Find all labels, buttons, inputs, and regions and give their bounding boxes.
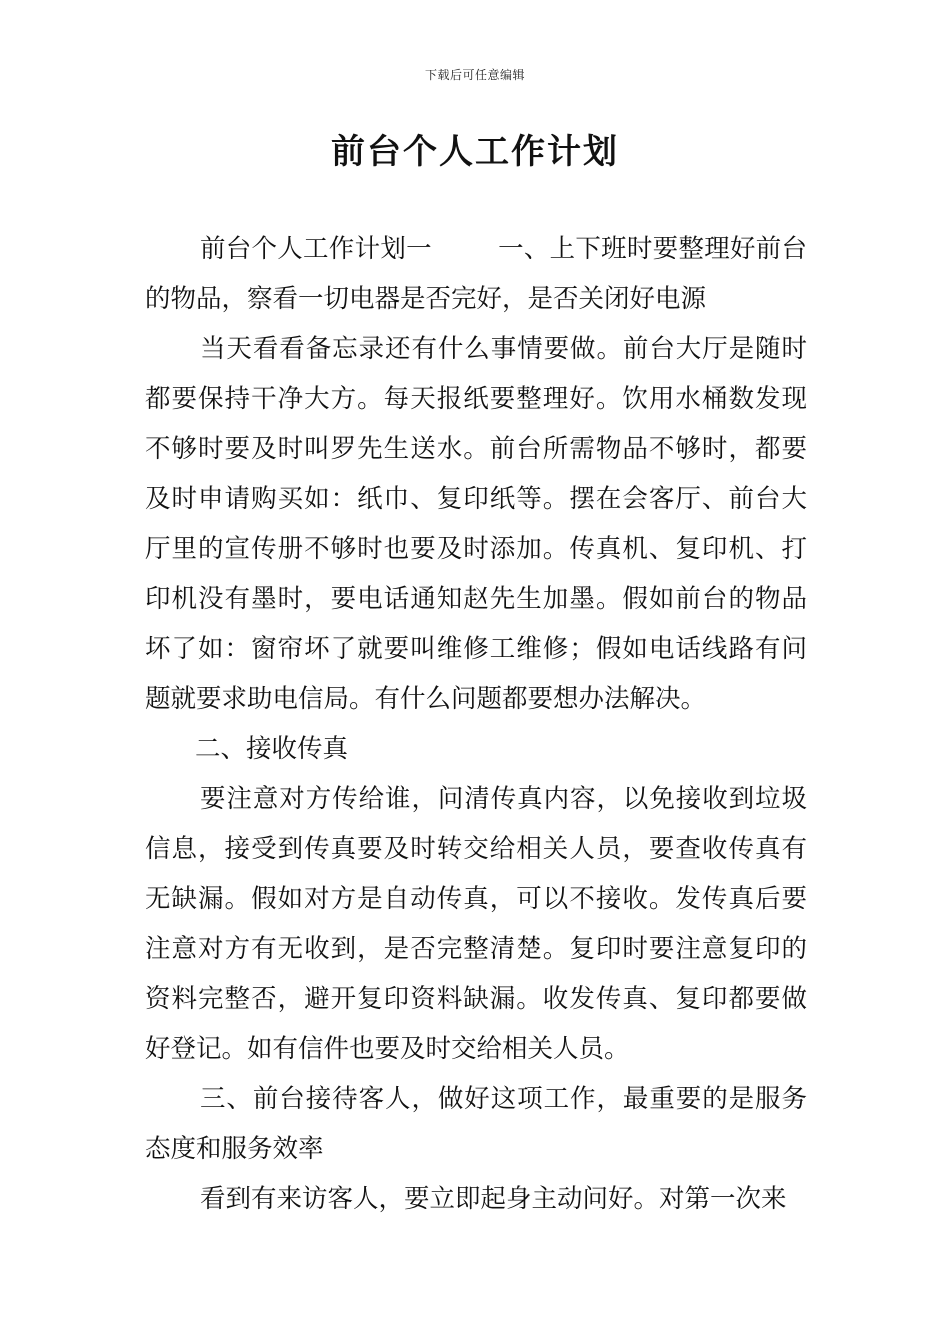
paragraph-2: 当天看看备忘录还有什么事情要做。前台大厅是随时都要保持干净大方。每天报纸要整理好。饮用水桶数发现不够时要及时叫罗先生送水。前台所需物品不够时，都要及时申请购买如：纸巾、复印纸等。摆在会客厅、前台大厅里的宣传册不够时也要及时添加。传真机、复印机、打印机没有墨时，要电话通知赵先生加墨。假如前台的物品坏了如：窗帘坏了就要叫维修工维修；假如电话线路有问题就要求助电信局。有什么问题都要想办法解决。 bbox=[145, 334, 807, 714]
paragraph-3: 要注意对方传给谁，问清传真内容，以免接收到垃圾信息，接受到传真要及时转交给相关人员，要查收传真有无缺漏。假如对方是自动传真，可以不接收。发传真后要注意对方有无收到，是否完整清楚。复印时要注意复印的资料完整否，避开复印资料缺漏。收发传真、复印都要做好登记。如有信件也要及时交给相关人员。 bbox=[145, 784, 807, 1064]
page-title: 前台个人工作计划 bbox=[331, 132, 619, 172]
document-body bbox=[145, 224, 807, 1224]
section-heading-fax: 二、接收传真 bbox=[195, 734, 349, 764]
section-heading-reception: 三、前台接待客人，做好这项工作，最重要的是服务态度和服务效率 bbox=[145, 1084, 807, 1164]
header-note: 下载后可任意编辑 bbox=[424, 68, 525, 82]
paragraph-1-text: 一、上下班时要整理好前台的物品，察看一切电器是否完好，是否关闭好电源 bbox=[145, 234, 807, 314]
paragraph-4: 看到有来访客人，要立即起身主动问好。对第一次来 bbox=[200, 1184, 787, 1214]
intro-label: 前台个人工作计划一 bbox=[200, 234, 432, 264]
paragraph-1 bbox=[145, 224, 807, 324]
